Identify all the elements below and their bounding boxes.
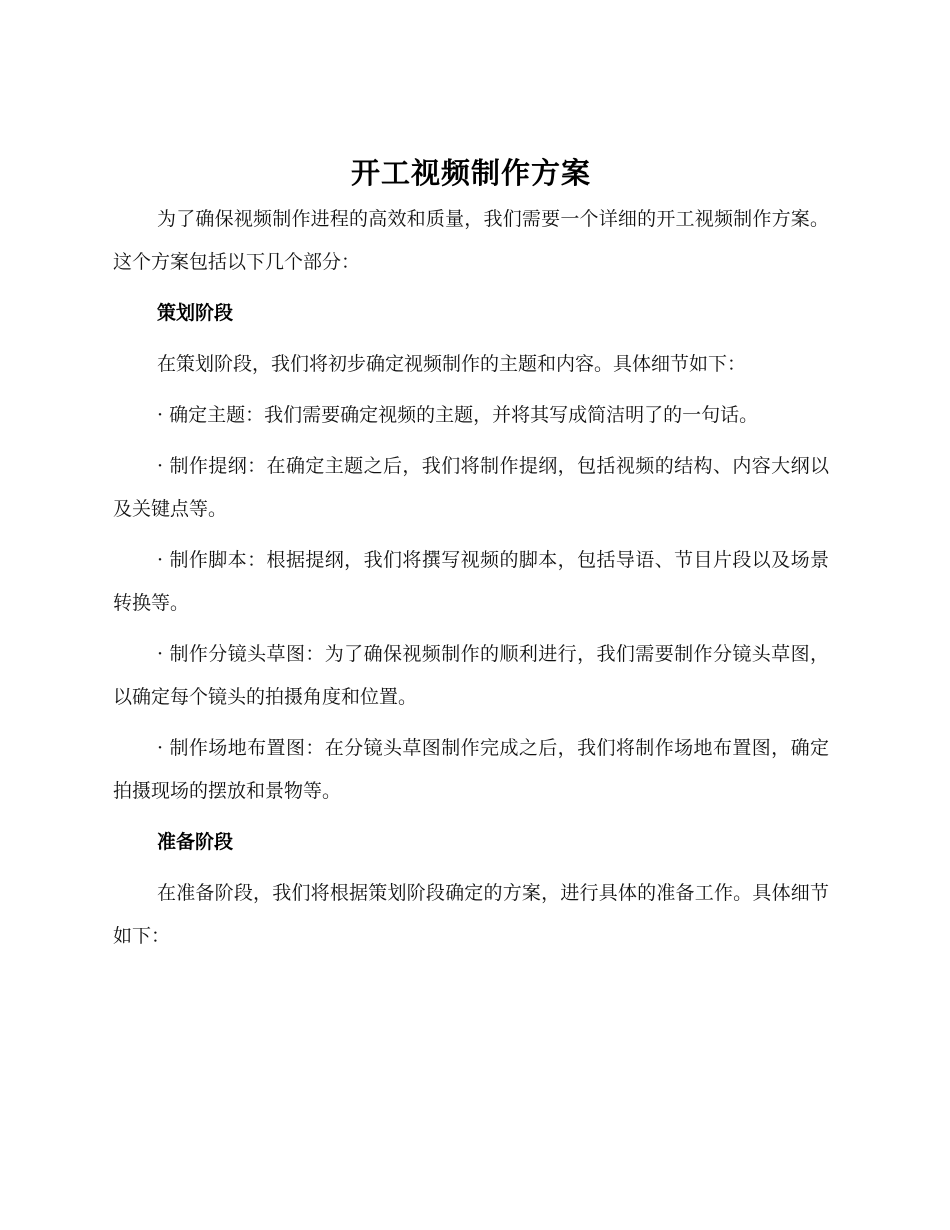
list-item: · 制作提纲：在确定主题之后，我们将制作提纲，包括视频的结构、内容大纲以及关键点等。: [113, 455, 829, 520]
document-title: 开工视频制作方案: [350, 156, 591, 190]
preparation-intro-paragraph: 在准备阶段，我们将根据策划阶段确定的方案，进行具体的准备工作。具体细节如下：: [113, 882, 829, 947]
spacer: [113, 284, 829, 292]
list-item: · 制作分镜头草图：为了确保视频制作的顺利进行，我们需要制作分镜头草图，以确定每个镜头的拍摄角度和位置。: [113, 643, 829, 708]
document-body: [113, 150, 829, 958]
spacer: [113, 625, 829, 633]
spacer: [113, 813, 829, 821]
spacer: [113, 719, 829, 727]
list-item: · 制作场地布置图：在分镜头草图制作完成之后，我们将制作场地布置图，确定拍摄现场的摆放和景物等。: [113, 737, 829, 802]
spacer: [113, 386, 829, 394]
spacer: [113, 437, 829, 445]
spacer: [113, 335, 829, 343]
spacer: [113, 864, 829, 872]
planning-intro-paragraph: 在策划阶段，我们将初步确定视频制作的主题和内容。具体细节如下：: [157, 353, 747, 375]
section-heading-preparation: 准备阶段: [157, 831, 234, 853]
intro-paragraph: 为了确保视频制作进程的高效和质量，我们需要一个详细的开工视频制作方案。这个方案包括以下几个部分：: [113, 208, 829, 273]
section-heading-planning: 策划阶段: [157, 302, 234, 324]
list-item: · 确定主题：我们需要确定视频的主题，并将其写成简洁明了的一句话。: [157, 404, 759, 426]
spacer: [113, 531, 829, 539]
list-item: · 制作脚本：根据提纲，我们将撰写视频的脚本，包括导语、节目片段以及场景转换等。: [113, 549, 829, 614]
